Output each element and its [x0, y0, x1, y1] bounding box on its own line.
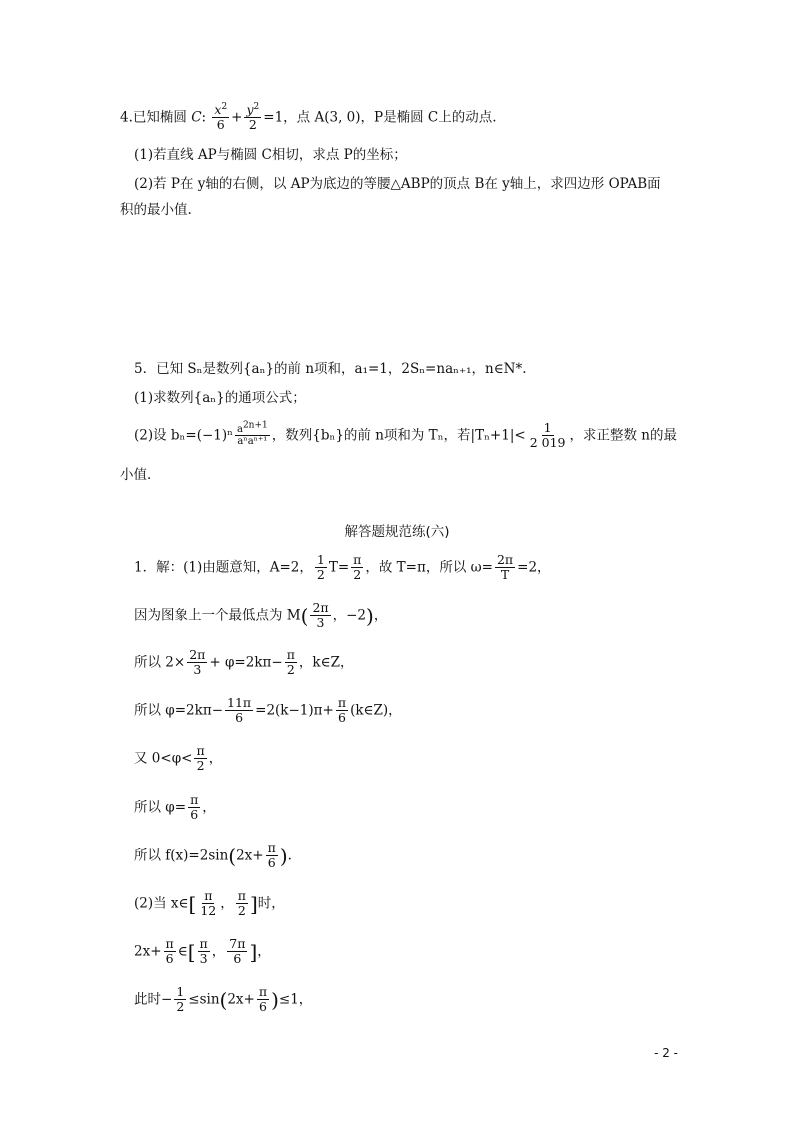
fraction: $\frac{\pi}{2}$: [237, 888, 246, 919]
fraction: $\frac{y^2}{2}$: [246, 101, 260, 133]
fraction: $\frac{\pi}{3}$: [199, 936, 208, 967]
fraction: $\frac{2\pi}{3}$: [312, 600, 329, 631]
q4-line1: 4.已知椭圆 C: $\frac{x^2}{6}$ + $\frac{y^2}{2}$ =1，点 A(3, 0)，P是椭圆 C上的动点.: [120, 101, 497, 133]
fraction: $\frac{\pi}{2}$: [196, 743, 205, 774]
page-number: - 2 -: [654, 1046, 678, 1060]
q5-part2-line2: 小值.: [120, 467, 152, 483]
q4-part1: (1)若直线 AP与椭圆 C相切，求点 P的坐标；: [134, 147, 407, 163]
fraction: $\frac{2\pi}{T}$: [496, 552, 514, 583]
q5-line1: 5．已知 Sₙ是数列{aₙ}的前 n项和，a₁=1，2Sₙ=naₙ₊₁，n∈N*.: [134, 361, 527, 377]
fraction: $\frac{x^2}{6}$: [214, 101, 228, 133]
q5-part1: (1)求数列{aₙ}的通项公式；: [134, 390, 306, 406]
fraction: $\frac{1}{2 019}$: [529, 420, 566, 451]
answer-line-9: 2x+ $\frac{\pi}{6}$ ∈[ $\frac{\pi}{3}$ ， $\frac{7\pi}{6}$ ]，: [134, 936, 271, 967]
fraction: $\frac{1}{2}$: [316, 552, 325, 583]
fraction: $\frac{\pi}{2}$: [353, 552, 362, 583]
answer-line-8: (2)当 x∈[ $\frac{\pi}{12}$ ， $\frac{\pi}{2}$ ]时，: [134, 888, 285, 919]
answer-line-7: 所以 f(x)=2sin(2x+ $\frac{\pi}{6}$ ).: [134, 840, 292, 871]
answer-line-5: 又 0<φ< $\frac{\pi}{2}$ ，: [134, 743, 223, 774]
q5-part2: (2)设 bₙ=(−1)ⁿ $\frac{a^{2n+1}}{\text{aⁿaⁿ⁺¹}}$ ，数列{bₙ}的前 n项和为 Tₙ，若|Tₙ+1|< $\frac{1}{2 019}$ ，求正整数 n的最: [134, 420, 677, 451]
fraction: $\frac{\pi}{2}$: [286, 647, 295, 678]
answer-title: 解答题规范练(六): [344, 524, 450, 540]
answer-line-10: 此时− $\frac{1}{2}$ ≤sin(2x+ $\frac{\pi}{6}$ )≤1，: [134, 984, 313, 1015]
answer-line-1: 1．解：(1)由题意知，A=2， $\frac{1}{2}$ T= $\frac{\pi}{2}$ ，故 T=π，所以 ω= $\frac{2\pi}{T}$ =2，: [134, 552, 551, 583]
fraction: $\frac{\pi}{6}$: [190, 792, 199, 823]
fraction: $\frac{1}{2}$: [176, 984, 185, 1015]
fraction: $\frac{\pi}{6}$: [258, 984, 268, 1015]
fraction: $\frac{2\pi}{3}$: [189, 647, 206, 678]
answer-line-2: 因为图象上一个最低点为 M( $\frac{2\pi}{3}$ ，−2)，: [134, 600, 388, 631]
fraction: $\frac{\pi}{6}$: [267, 840, 276, 871]
answer-line-3: 所以 2× $\frac{2\pi}{3}$ + φ=2kπ− $\frac{\pi}{2}$ ，k∈Z，: [134, 647, 354, 678]
q4-part2-line1: (2)若 P在 y轴的右侧，以 AP为底边的等腰△ABP的顶点 B在 y轴上，求四边形 OPAB面: [134, 176, 661, 192]
q4-part2-line2: 积的最小值.: [120, 202, 192, 218]
fraction: $\frac{\pi}{6}$: [337, 695, 347, 726]
fraction: $\frac{7\pi}{6}$: [229, 936, 246, 967]
fraction: $\frac{a^{2n+1}}{\text{aⁿaⁿ⁺¹}}$: [236, 420, 268, 448]
fraction: $\frac{11\pi}{6}$: [227, 695, 252, 726]
fraction: $\frac{\pi}{12}$: [200, 888, 217, 919]
answer-line-6: 所以 φ= $\frac{\pi}{6}$ ，: [134, 792, 216, 823]
answer-line-4: 所以 φ=2kπ− $\frac{11\pi}{6}$ =2(k−1)π+ $\frac{\pi}{6}$ (k∈Z)，: [134, 695, 402, 726]
fraction: $\frac{\pi}{6}$: [165, 936, 174, 967]
